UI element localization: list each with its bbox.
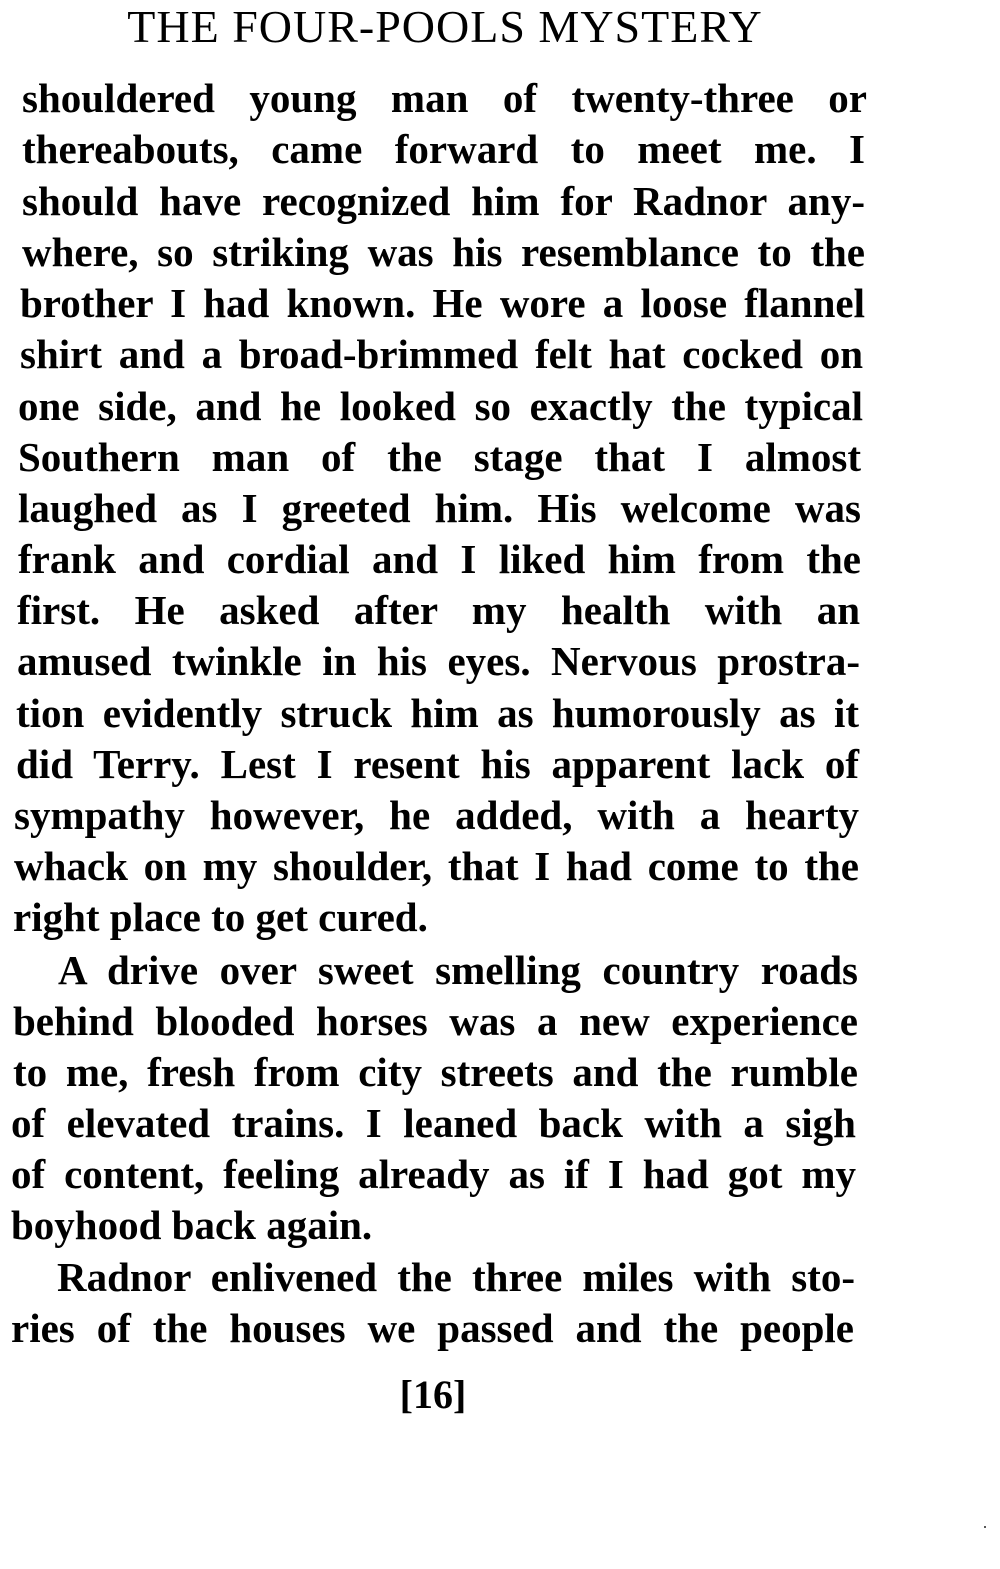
text-line: of elevated trains. I leaned back with a sigh: [11, 1100, 856, 1146]
text-line: tion evidently struck him as humorously as it: [16, 690, 859, 736]
text-line: brother I had known. He wore a loose flannel: [20, 280, 865, 326]
text-line: of content, feeling already as if I had got my: [11, 1151, 856, 1197]
text-line: right place to get cured.: [13, 894, 428, 940]
text-line: shirt and a broad-brimmed felt hat cocked on: [20, 331, 863, 377]
scan-speck: [984, 1526, 986, 1528]
text-line: to me, fresh from city streets and the rumble: [13, 1049, 858, 1095]
text-line: shouldered young man of twenty-three or: [22, 75, 867, 121]
text-line: laughed as I greeted him. His welcome was: [18, 485, 861, 531]
text-line: behind blooded horses was a new experience: [13, 998, 858, 1044]
text-line: boyhood back again.: [11, 1202, 373, 1248]
text-line: frank and cordial and I liked him from the: [18, 536, 861, 582]
text-line: sympathy however, he added, with a hearty: [14, 792, 859, 838]
text-line: whack on my shoulder, that I had come to the: [14, 843, 859, 889]
text-line: ries of the houses we passed and the people: [11, 1305, 854, 1351]
text-line: Radnor enlivened the three miles with sto-: [57, 1254, 855, 1300]
running-head: THE FOUR-POOLS MYSTERY: [127, 1, 763, 52]
text-line: one side, and he looked so exactly the typical: [18, 383, 863, 429]
text-line: first. He asked after my health with an: [17, 587, 860, 633]
text-line: should have recognized him for Radnor any-: [22, 178, 865, 224]
text-line: where, so striking was his resemblance to the: [22, 229, 865, 275]
text-line: A drive over sweet smelling country roads: [58, 947, 858, 993]
page-number: [16]: [399, 1372, 467, 1417]
text-line: did Terry. Lest I resent his apparent lack of: [16, 741, 859, 787]
text-line: Southern man of the stage that I almost: [18, 434, 861, 480]
text-line: thereabouts, came forward to meet me. I: [22, 126, 865, 172]
text-line: amused twinkle in his eyes. Nervous prostra-: [17, 638, 860, 684]
